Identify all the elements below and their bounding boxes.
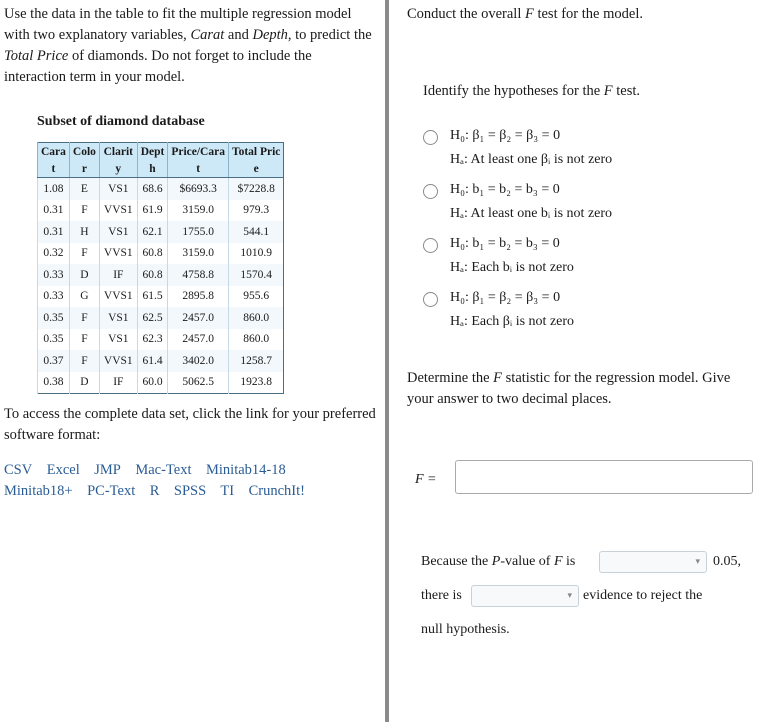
hypothesis-option-4[interactable] <box>423 290 757 344</box>
table-cell: VS1 <box>99 178 137 200</box>
right-panel <box>407 4 757 650</box>
table-cell: 60.8 <box>137 243 168 265</box>
table-cell: 0.35 <box>38 329 70 351</box>
intro-text-1: Use the data in the table to fit the multiple regression model with two explanatory variables, <box>4 6 352 43</box>
because-text <box>421 554 575 570</box>
table-cell: VVS1 <box>99 200 137 222</box>
table-cell: 62.5 <box>137 307 168 329</box>
hypothesis-option-1[interactable] <box>423 128 757 182</box>
table-cell: 979.3 <box>228 200 283 222</box>
there-is-text: there is <box>421 588 462 603</box>
table-cell: 2457.0 <box>168 307 229 329</box>
link-excel[interactable]: Excel <box>46 462 80 478</box>
conduct-f: F <box>524 6 534 22</box>
access-text: To access the complete data set, click the link for your preferred software format: <box>4 406 376 443</box>
table-row <box>38 178 284 200</box>
table-cell: 3402.0 <box>168 350 229 372</box>
column-header: Colo <box>69 143 99 161</box>
table-cell: H <box>69 221 99 243</box>
evidence-sentence <box>407 584 757 616</box>
table-cell: 5062.5 <box>168 372 229 394</box>
intro-depth: Depth <box>252 27 288 43</box>
table-cell: VS1 <box>99 221 137 243</box>
table-cell: 62.3 <box>137 329 168 351</box>
table-cell: 0.32 <box>38 243 70 265</box>
column-header-continued: t <box>168 160 229 178</box>
table-title: Subset of diamond database <box>37 114 205 129</box>
table-cell: 60.0 <box>137 372 168 394</box>
table-cell: 61.4 <box>137 350 168 372</box>
radio-button[interactable] <box>423 130 438 145</box>
option-ha: Hₐ: Each βᵢ is not zero <box>450 314 575 329</box>
left-panel <box>4 4 376 502</box>
table-cell: VVS1 <box>99 286 137 308</box>
table-row <box>38 243 284 265</box>
column-header-continued: r <box>69 160 99 178</box>
fstat-f: F <box>493 370 503 386</box>
table-body <box>38 178 284 394</box>
intro-carat: Carat <box>190 27 225 43</box>
table-row <box>38 329 284 351</box>
option-ha: Hₐ: At least one bᵢ is not zero <box>450 206 613 221</box>
table-cell: 1755.0 <box>168 221 229 243</box>
chevron-down-icon: ▾ <box>567 590 572 600</box>
table-cell: G <box>69 286 99 308</box>
column-header-continued: h <box>137 160 168 178</box>
null-sentence <box>407 618 757 650</box>
table-cell: 2457.0 <box>168 329 229 351</box>
table-cell: 0.31 <box>38 200 70 222</box>
problem-intro <box>4 4 376 88</box>
table-cell: 0.31 <box>38 221 70 243</box>
null-hypothesis-text: null hypothesis. <box>421 622 510 637</box>
table-cell: 1923.8 <box>228 372 283 394</box>
threshold-text: 0.05, <box>713 554 741 569</box>
column-header-continued: y <box>99 160 137 178</box>
option-h0: H₀: β₁ = β₂ = β₃ = 0 <box>450 290 561 305</box>
intro-text-3: of diamonds. Do not forget to include the interaction term in your model. <box>4 48 312 85</box>
table-cell: 61.5 <box>137 286 168 308</box>
identify-hypotheses <box>423 81 757 102</box>
table-cell: 544.1 <box>228 221 283 243</box>
option-h0: H₀: b₁ = b₂ = b₃ = 0 <box>450 236 560 251</box>
column-header: Total Pric <box>228 143 283 161</box>
link-jmp[interactable]: JMP <box>94 462 121 478</box>
table-cell: 2895.8 <box>168 286 229 308</box>
pvalue-comparison-dropdown[interactable] <box>599 551 707 573</box>
pvalue-sentence <box>407 550 757 582</box>
table-cell: 0.35 <box>38 307 70 329</box>
column-header: Clarit <box>99 143 137 161</box>
table-cell: F <box>69 329 99 351</box>
link-ti[interactable]: TI <box>220 483 235 499</box>
because-f: F <box>553 554 563 569</box>
option-ha: Hₐ: Each bᵢ is not zero <box>450 260 574 275</box>
identify-f: F <box>603 83 613 99</box>
table-cell: VVS1 <box>99 350 137 372</box>
column-header: Dept <box>137 143 168 161</box>
table-row <box>38 307 284 329</box>
link-r[interactable]: R <box>149 483 160 499</box>
table-cell: 1570.4 <box>228 264 283 286</box>
table-row <box>38 264 284 286</box>
conduct-text: Conduct the overall <box>407 6 525 22</box>
conduct-instruction <box>407 4 757 25</box>
table-row <box>38 350 284 372</box>
because-1: Because the <box>421 554 492 569</box>
table-cell: 4758.8 <box>168 264 229 286</box>
table-cell: 860.0 <box>228 307 283 329</box>
hypothesis-option-2[interactable] <box>423 182 757 236</box>
table-cell: 61.9 <box>137 200 168 222</box>
link-spss[interactable]: SPSS <box>173 483 207 499</box>
table-cell: 0.33 <box>38 264 70 286</box>
fstat-text-2: statistic for the regression model. Give your answer to two decimal places. <box>407 370 731 407</box>
table-cell: F <box>69 243 99 265</box>
table-cell: 1258.7 <box>228 350 283 372</box>
conduct-text-end: test for the model. <box>533 6 643 22</box>
table-cell: $7228.8 <box>228 178 283 200</box>
link-minitab18[interactable]: Minitab18+ <box>4 483 73 499</box>
table-cell: 3159.0 <box>168 200 229 222</box>
table-row <box>38 221 284 243</box>
table-cell: 1.08 <box>38 178 70 200</box>
f-stat-row <box>407 460 757 500</box>
diamond-table <box>37 142 284 394</box>
link-csv[interactable]: CSV <box>4 462 33 478</box>
intro-total-price: Total Price <box>4 48 69 64</box>
table-cell: D <box>69 372 99 394</box>
radio-button[interactable] <box>423 184 438 199</box>
table-cell: 0.33 <box>38 286 70 308</box>
software-links <box>4 460 376 502</box>
radio-button[interactable] <box>423 292 438 307</box>
table-cell: F <box>69 200 99 222</box>
radio-button[interactable] <box>423 238 438 253</box>
chevron-down-icon: ▾ <box>695 556 700 566</box>
table-cell: 62.1 <box>137 221 168 243</box>
table-cell: IF <box>99 372 137 394</box>
table-header-row-2 <box>38 160 284 178</box>
hypothesis-option-3[interactable] <box>423 236 757 290</box>
intro-text-2: , to predict the <box>287 27 372 43</box>
table-row <box>38 200 284 222</box>
link-minitab14-18[interactable]: Minitab14-18 <box>206 462 286 478</box>
table-cell: 1010.9 <box>228 243 283 265</box>
option-h0: H₀: b₁ = b₂ = b₃ = 0 <box>450 182 560 197</box>
table-cell: 0.37 <box>38 350 70 372</box>
link-pc-text[interactable]: PC-Text <box>87 483 136 499</box>
because-2: -value of <box>500 554 554 569</box>
table-cell: VS1 <box>99 307 137 329</box>
evidence-dropdown[interactable] <box>471 585 579 607</box>
table-row <box>38 372 284 394</box>
identify-text-end: test. <box>612 83 641 99</box>
table-cell: 3159.0 <box>168 243 229 265</box>
table-cell: D <box>69 264 99 286</box>
table-cell: 860.0 <box>228 329 283 351</box>
table-cell: VS1 <box>99 329 137 351</box>
f-stat-input[interactable] <box>455 460 753 494</box>
table-cell: 68.6 <box>137 178 168 200</box>
evidence-text: evidence to reject the <box>583 588 703 603</box>
fstat-instruction <box>407 368 757 410</box>
fstat-text-1: Determine the <box>407 370 494 386</box>
hypothesis-options <box>407 128 757 344</box>
table-cell: 60.8 <box>137 264 168 286</box>
table-cell: 0.38 <box>38 372 70 394</box>
column-header: Cara <box>38 143 70 161</box>
option-h0: H₀: β₁ = β₂ = β₃ = 0 <box>450 128 561 143</box>
link-mac-text[interactable]: Mac-Text <box>135 462 192 478</box>
identify-text: Identify the hypotheses for the <box>423 83 604 99</box>
because-p: P <box>491 554 501 569</box>
link-crunchit[interactable]: CrunchIt! <box>248 483 305 499</box>
column-header-continued: t <box>38 160 70 178</box>
table-cell: E <box>69 178 99 200</box>
table-cell: F <box>69 350 99 372</box>
f-label: F = <box>415 472 437 487</box>
column-header-continued: e <box>228 160 283 178</box>
because-3: is <box>562 554 576 569</box>
panel-divider <box>385 0 389 722</box>
table-cell: 955.6 <box>228 286 283 308</box>
table-cell: $6693.3 <box>168 178 229 200</box>
table-row <box>38 286 284 308</box>
table-header-row-1 <box>38 143 284 161</box>
column-header: Price/Cara <box>168 143 229 161</box>
option-ha: Hₐ: At least one βᵢ is not zero <box>450 152 613 167</box>
table-cell: IF <box>99 264 137 286</box>
table-cell: VVS1 <box>99 243 137 265</box>
table-cell: F <box>69 307 99 329</box>
intro-text-and: and <box>224 27 253 43</box>
